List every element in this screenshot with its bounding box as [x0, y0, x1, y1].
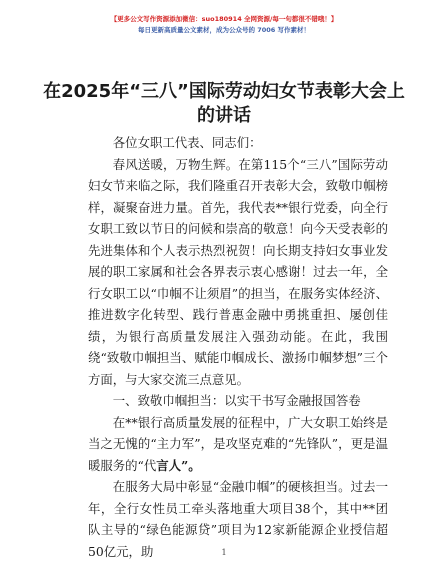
salutation: 各位女职工代表、同志们： — [112, 135, 262, 150]
paragraph-section1-intro-bold: 言人”。 — [156, 457, 201, 473]
document-title: 在2025年“三八”国际劳动妇女节表彰大会上的讲话 — [43, 81, 405, 126]
document-body — [88, 132, 388, 562]
paragraph-section1-intro — [88, 412, 388, 477]
page-number: 1 — [221, 548, 227, 557]
paragraph-section1-intro-text: 在**银行高质量发展的征程中，广大女职工始终是当之无愧的“主力军”，是攻坚克难的“先锋队”，更是温暖服务的“代 — [88, 414, 388, 473]
section-heading-1: 一、致敬巾帼担当：以实干书写金融报国答卷 — [112, 393, 361, 408]
paragraph-opening: 春风送暖，万物生辉。在第115个“三八”国际劳动妇女节来临之际，我们隆重召开表彰大会，致敬巾帼榜样，凝聚奋进力量。首先，我代表**银行党委，向全行女职工致以节日的问候和崇高的敬意！向今天受表彰的先进集体和个人表示热烈祝贺！向长期支持妇女事业发展的职工家属和社会各界表示衷心感谢！过去一年，全行女职工以“巾帼不让须眉”的担当，在服务实体经济、推进数字化转型、践行普惠金融中勇挑重担、屡创佳绩，为银行高质量发展注入强劲动能。在此，我围绕“致敬巾帼担当、赋能巾帼成长、激扬巾帼梦想”三个方面，与大家交流三点意见。 — [88, 156, 388, 387]
paragraph-section1-detail: 在服务大局中彰显“金融巾帼”的硬核担当。过去一年，全行女性员工牵头落地重大项目38个，其中**团队主导的“绿色能源贷”项目为12家新能源企业授信超50亿元，助 — [88, 479, 388, 559]
promo-banner-line1: 【更多公文写作资源添加微信：suo180914 全网资源/每一句都很不错哦！】 — [110, 15, 338, 23]
promo-banner-line2: 每日更新高质量公文素材，成为公众号的 7006 写作素材！ — [137, 26, 311, 34]
